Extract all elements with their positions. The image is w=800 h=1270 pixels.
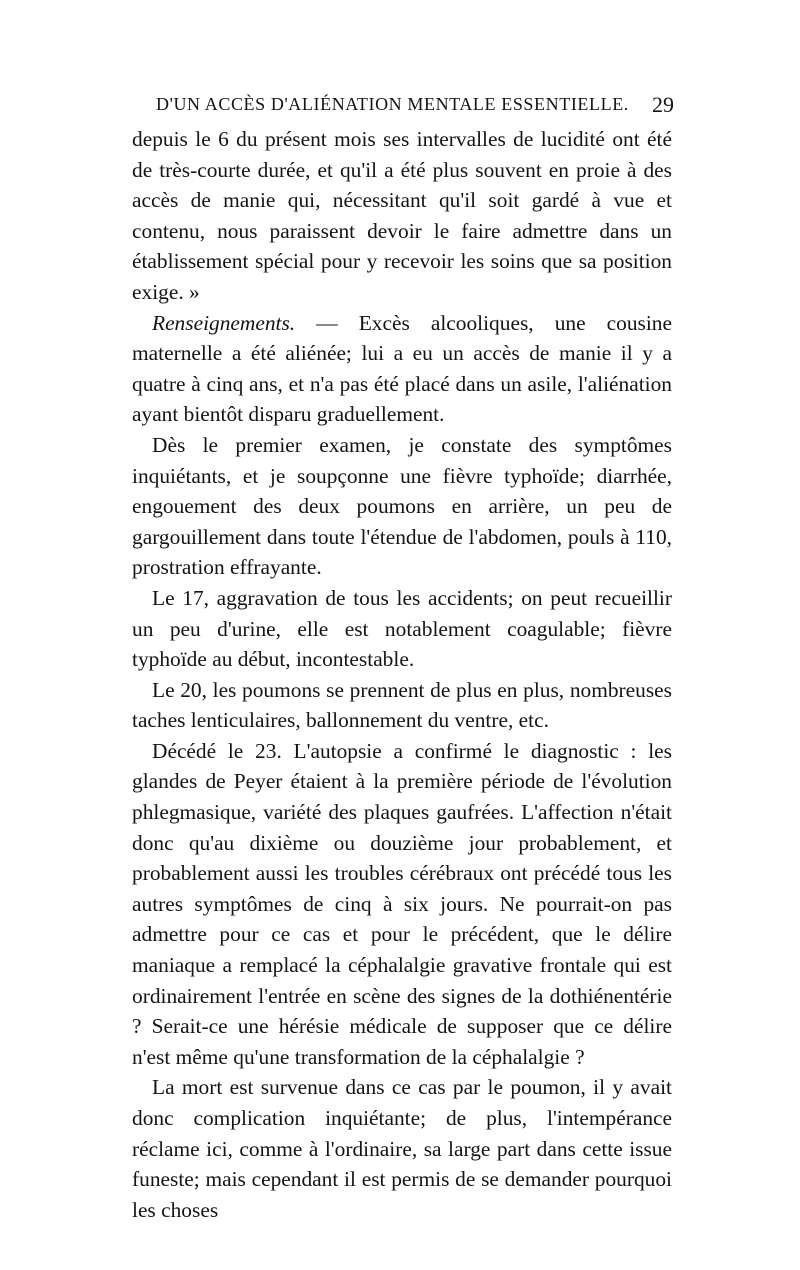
paragraph-le-20: Le 20, les poumons se prennent de plus en plus, nombreuses taches lenticulaires, ballonnement du ventre, etc. (132, 677, 672, 733)
paragraph-la-mort: La mort est survenue dans ce cas par le poumon, il y avait donc complication inquiétante; de plus, l'intempérance réclame ici, comme à l'ordinaire, sa large part dans cette issue funeste; mais cependant il est permis de se demander pourquoi les choses (132, 1075, 672, 1222)
renseignements-text: — Excès alcooliques, une cousine maternelle a été aliénée; lui a eu un accès de manie il y a quatre à cinq ans, et n'a pas été placé dans un asile, l'aliénation ayant bientôt disparu graduellement. (132, 310, 672, 427)
renseignements-label: Renseignements. (152, 310, 296, 335)
paragraph-premier-examen: Dès le premier examen, je constate des symptômes inquiétants, et je soupçonne une fièvre typhoïde; diarrhée, engouement des deux poumons en arrière, un peu de gargouillement dans toute l'étendue de l'abdomen, pouls à 110, prostration effrayante. (132, 432, 672, 580)
paragraph-renseignements (132, 308, 672, 430)
book-page (132, 92, 672, 1225)
page-number: 29 (652, 92, 674, 117)
body-text (132, 124, 672, 1225)
paragraph-continuation: depuis le 6 du présent mois ses intervalles de lucidité ont été de très-courte durée, et qu'il a été plus souvent en proie à des accès de manie qui, nécessitant qu'il soit gardé à vue et contenu, nous paraissent devoir le faire admettre dans un établissement spécial pour y recevoir les soins que sa position exige. » (132, 127, 672, 304)
running-header (132, 92, 672, 122)
paragraph-le-17: Le 17, aggravation de tous les accidents; on peut recueillir un peu d'urine, elle est notablement coagulable; fièvre typhoïde au début, incontestable. (132, 585, 672, 672)
paragraph-decede: Décédé le 23. L'autopsie a confirmé le diagnostic : les glandes de Peyer étaient à la première période de l'évolution phlegmasique, variété des plaques gaufrées. L'affection n'était donc qu'au dixième ou douzième jour probablement, et probablement aussi les troubles cérébraux ont précédé tous les autres symptômes de cinq à six jours. Ne pourrait-on pas admettre pour ce cas et pour le précédent, que le délire maniaque a remplacé la céphalalgie gravative frontale qui est ordinairement l'entrée en scène des signes de la dothiénentérie ? Serait-ce une hérésie médicale de supposer que ce délire n'est même qu'une transformation de la céphalalgie ? (132, 738, 672, 1069)
running-title: D'UN ACCÈS D'ALIÉNATION MENTALE ESSENTIELLE. (156, 94, 629, 114)
